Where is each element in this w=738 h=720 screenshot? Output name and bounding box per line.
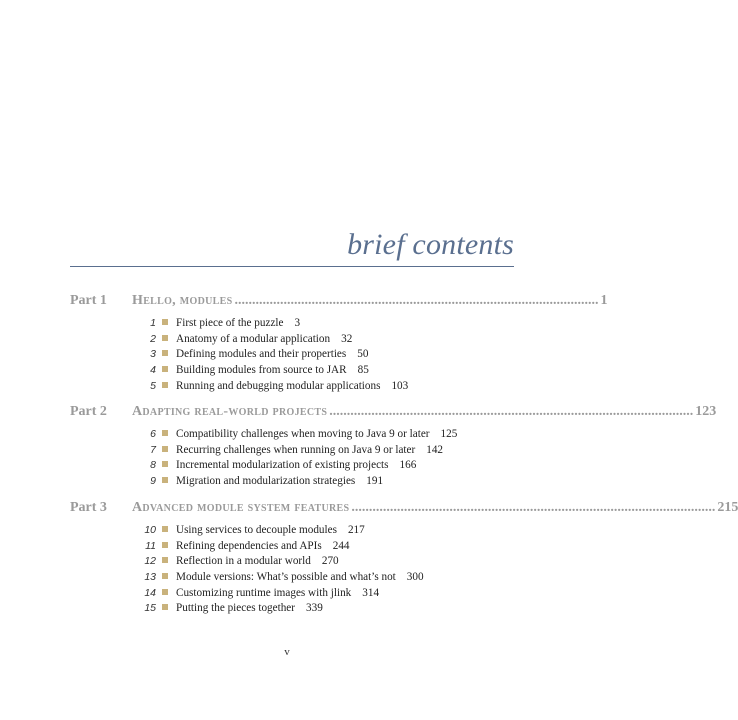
- page-number: v: [284, 646, 290, 658]
- part-header[interactable]: [70, 500, 738, 518]
- chapter-page: 50: [357, 348, 369, 361]
- part-3: [70, 500, 738, 618]
- chapter-page: 3: [294, 317, 301, 329]
- chapter-item[interactable]: [70, 459, 500, 475]
- chapter-title: Defining modules and their properties: [176, 348, 347, 361]
- square-bullet-icon: [162, 335, 168, 341]
- chapter-page: 191: [366, 475, 384, 488]
- square-bullet-icon: [162, 526, 168, 532]
- chapter-page: 103: [391, 379, 409, 392]
- part-title: Hello, modules: [132, 293, 233, 308]
- square-bullet-icon: [162, 557, 168, 563]
- chapter-title: First piece of the puzzle: [176, 317, 284, 329]
- chapter-item[interactable]: [70, 348, 500, 364]
- chapter-page: 217: [347, 524, 365, 536]
- chapter-page: 244: [332, 539, 350, 552]
- square-bullet-icon: [162, 477, 168, 483]
- square-bullet-icon: [162, 604, 168, 610]
- chapter-number: 7: [150, 443, 156, 456]
- part-label: Part 3: [70, 500, 107, 515]
- square-bullet-icon: [162, 319, 168, 325]
- chapter-item[interactable]: [70, 524, 500, 540]
- chapter-title: Building modules from source to JAR: [176, 364, 347, 377]
- chapter-number: 3: [150, 348, 156, 361]
- leader-dots: ........................................................................................................: [234, 293, 599, 308]
- part-title: Adapting real-world projects: [132, 404, 328, 419]
- chapter-number: 9: [150, 475, 156, 488]
- chapter-title: Recurring challenges when running on Java 9 or later: [176, 443, 416, 456]
- leader-dots: ........................................................................................................: [351, 500, 716, 515]
- square-bullet-icon: [162, 350, 168, 356]
- chapter-title: Compatibility challenges when moving to Java 9 or later: [176, 428, 430, 440]
- title-rule: [70, 266, 514, 267]
- part-label: Part 1: [70, 293, 107, 308]
- chapter-title: Refining dependencies and APIs: [176, 539, 322, 552]
- square-bullet-icon: [162, 589, 168, 595]
- part-1: [70, 293, 608, 395]
- chapter-number: 14: [144, 586, 156, 599]
- chapter-page: 32: [341, 332, 353, 345]
- chapter-number: 6: [150, 428, 156, 440]
- chapter-number: 4: [150, 364, 156, 377]
- part-label: Part 2: [70, 404, 107, 419]
- chapter-item[interactable]: [70, 587, 500, 603]
- chapter-item[interactable]: [70, 317, 500, 333]
- chapter-title: Incremental modularization of existing projects: [176, 459, 389, 472]
- part-2: [70, 404, 717, 491]
- chapter-number: 1: [150, 317, 156, 329]
- chapter-item[interactable]: [70, 444, 500, 460]
- chapter-list: [70, 524, 500, 618]
- chapter-item[interactable]: [70, 428, 500, 444]
- part-page: 1: [600, 293, 608, 308]
- square-bullet-icon: [162, 573, 168, 579]
- chapter-page: 142: [426, 443, 443, 456]
- part-page: 123: [695, 404, 717, 419]
- chapter-number: 13: [144, 571, 156, 584]
- leader-dots: ........................................................................................................: [329, 404, 694, 419]
- page-title: brief contents: [347, 228, 514, 261]
- part-header[interactable]: [70, 293, 608, 311]
- square-bullet-icon: [162, 366, 168, 372]
- chapter-title: Customizing runtime images with jlink: [176, 586, 352, 599]
- chapter-list: [70, 317, 500, 395]
- chapter-title: Migration and modularization strategies: [176, 475, 356, 488]
- chapter-page: 125: [440, 428, 458, 440]
- chapter-item[interactable]: [70, 364, 500, 380]
- chapter-item[interactable]: [70, 333, 500, 349]
- chapter-item[interactable]: [70, 571, 500, 587]
- chapter-item[interactable]: [70, 602, 500, 618]
- square-bullet-icon: [162, 461, 168, 467]
- chapter-number: 10: [144, 524, 156, 536]
- chapter-number: 15: [144, 602, 156, 615]
- chapter-number: 2: [150, 332, 156, 345]
- chapter-page: 300: [406, 571, 424, 584]
- square-bullet-icon: [162, 446, 168, 452]
- part-title: Advanced module system features: [132, 500, 350, 515]
- chapter-item[interactable]: [70, 475, 500, 491]
- chapter-title: Anatomy of a modular application: [176, 332, 331, 345]
- chapter-title: Module versions: What’s possible and what’s not: [176, 571, 396, 584]
- chapter-list: [70, 428, 500, 491]
- part-page: 215: [717, 500, 738, 515]
- chapter-page: 339: [306, 602, 323, 615]
- chapter-item[interactable]: [70, 540, 500, 556]
- part-header[interactable]: [70, 404, 717, 422]
- chapter-item[interactable]: [70, 380, 500, 396]
- chapter-number: 11: [145, 539, 156, 552]
- square-bullet-icon: [162, 382, 168, 388]
- chapter-number: 12: [144, 555, 156, 568]
- chapter-page: 166: [399, 459, 417, 472]
- chapter-title: Running and debugging modular applications: [176, 379, 381, 392]
- chapter-title: Reflection in a modular world: [176, 555, 311, 568]
- square-bullet-icon: [162, 542, 168, 548]
- chapter-number: 8: [150, 459, 156, 472]
- square-bullet-icon: [162, 430, 168, 436]
- chapter-number: 5: [150, 379, 156, 392]
- chapter-page: 314: [362, 586, 380, 599]
- chapter-title: Using services to decouple modules: [176, 524, 337, 536]
- chapter-page: 270: [321, 555, 339, 568]
- chapter-title: Putting the pieces together: [176, 602, 295, 615]
- chapter-item[interactable]: [70, 555, 500, 571]
- chapter-page: 85: [357, 364, 369, 377]
